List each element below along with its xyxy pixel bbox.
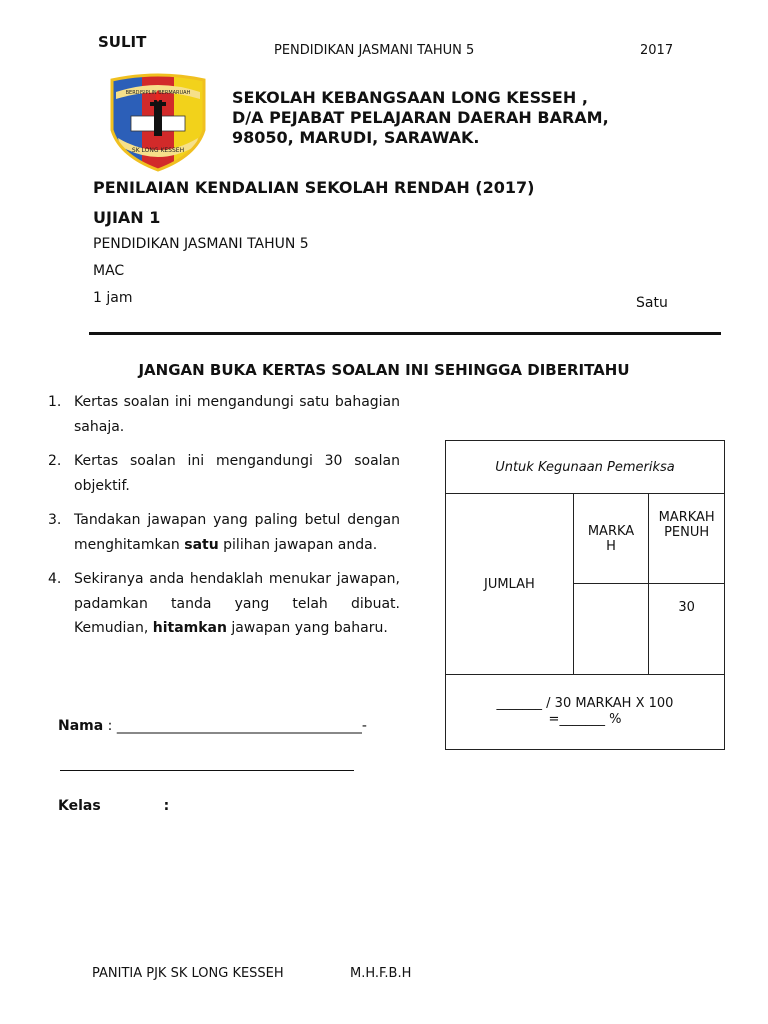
marks-table-caption: Untuk Kegunaan Pemeriksa	[446, 441, 725, 494]
instructions-list	[48, 390, 400, 651]
header-divider	[89, 332, 721, 335]
test-name: UJIAN 1	[93, 208, 161, 227]
exam-month: MAC	[93, 263, 125, 279]
exam-title: PENILAIAN KENDALIAN SEKOLAH RENDAH (2017)	[93, 178, 535, 197]
sulit-label: SULIT	[98, 33, 147, 51]
footer-department: PANITIA PJK SK LONG KESSEH	[92, 966, 284, 981]
class-label: Kelas	[58, 798, 101, 812]
duration-note: Satu	[636, 295, 668, 311]
svg-text:SK LONG KESSEH: SK LONG KESSEH	[131, 147, 185, 154]
footer-initials: M.H.F.B.H	[350, 966, 412, 981]
name-field[interactable]	[58, 718, 367, 734]
markah-penuh-header: MARKAH PENUH	[649, 494, 725, 584]
name-blank: : ___________________________________-	[103, 718, 367, 734]
markah-header: MARKA H	[573, 494, 649, 584]
school-address-line2: D/A PEJABAT PELAJARAN DAERAH BARAM,	[232, 108, 609, 127]
header-subject: PENDIDIKAN JASMANI TAHUN 5	[274, 43, 475, 58]
class-colon: :	[163, 798, 170, 812]
header-year: 2017	[640, 43, 674, 58]
full-marks-value: 30	[649, 584, 725, 675]
instruction-item: 2. Kertas soalan ini mengandungi 30 soalan objektif.	[48, 453, 400, 494]
warning-text: JANGAN BUKA KERTAS SOALAN INI SEHINGGA DIBERITAHU	[138, 361, 630, 379]
school-name: SEKOLAH KEBANGSAAN LONG KESSEH ,	[232, 88, 588, 107]
school-address-line3: 98050, MARUDI, SARAWAK.	[232, 128, 480, 147]
instruction-item: 1. Kertas soalan ini mengandungi satu bahagian sahaja.	[48, 394, 400, 435]
examiner-marks-table	[445, 440, 725, 750]
svg-text:BERDISIPLIN BERMARUAH: BERDISIPLIN BERMARUAH	[125, 90, 191, 96]
exam-duration: 1 jam	[93, 290, 133, 306]
school-logo	[106, 72, 210, 172]
school-address	[232, 88, 609, 148]
exam-subject: PENDIDIKAN JASMANI TAHUN 5	[93, 236, 309, 252]
name-label: Nama	[58, 718, 104, 734]
percentage-calculation: _______ / 30 MARKAH X 100 =_______ %	[446, 675, 725, 750]
instruction-item: 4. Sekiranya anda hendaklah menukar jawapan, padamkan tanda yang telah dibuat. Kemudian, hitamkan jawapan yang baharu.	[48, 571, 400, 636]
instruction-item: 3. Tandakan jawapan yang paling betul dengan menghitamkan satu pilihan jawapan anda.	[48, 512, 400, 553]
name-field-continuation	[60, 770, 354, 771]
class-field[interactable]	[58, 798, 169, 812]
obtained-marks-cell[interactable]	[573, 584, 649, 675]
jumlah-label: JUMLAH	[446, 494, 574, 675]
school-crest-icon	[106, 72, 210, 172]
